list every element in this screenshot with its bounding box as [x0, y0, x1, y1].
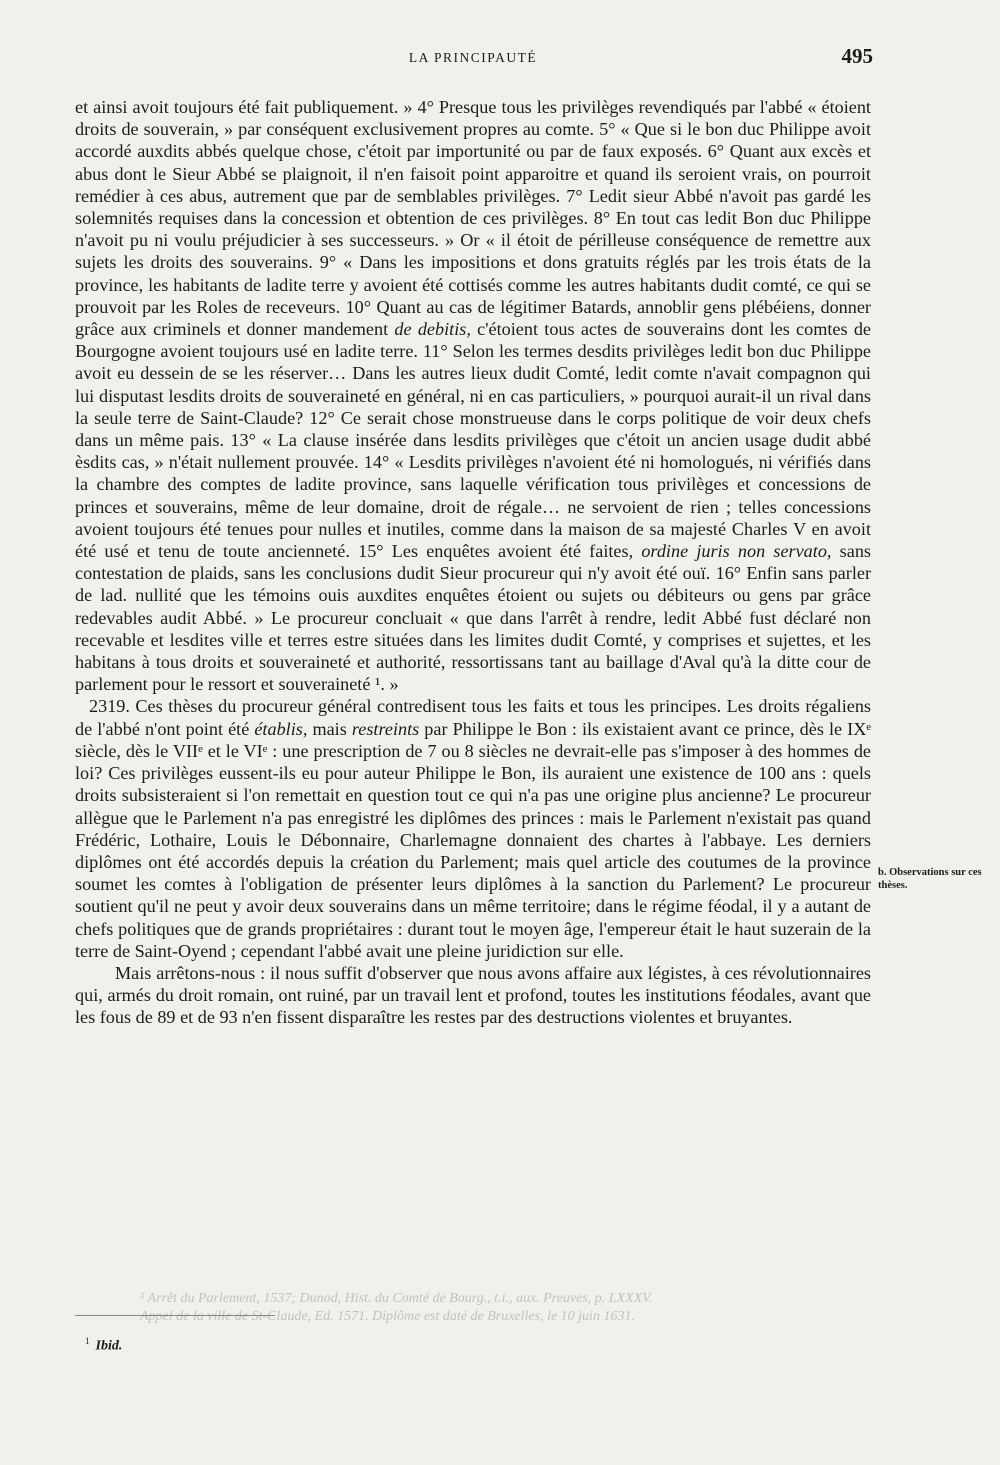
italic-phrase: ordine juris non servato,	[641, 541, 832, 562]
page-number: 495	[841, 44, 873, 68]
paragraph	[75, 96, 871, 695]
text-run: par Philippe le Bon : ils existaient avant ce prince, dès le IXᵉ siècle, dès le VIIᵉ et le VIᵉ : une prescription de 7 ou 8 siècles ne devrait-elle pas s'imposer à des hommes de loi? Ces privilèges eussent-ils eu pour auteur Philippe le Bon, ils auraient une existence de 100 ans : quels droits subsisteraient si l'on remettait en question tout ce qui n'a pas une origine plus ancienne? Le procureur allègue que le Parlement n'a pas enregistré les diplômes des princes : mais le Parlement n'existait pas quand Frédéric, Lothaire, Louis le Débonnaire, Charlemagne donnaient des chartes à l'abbaye. Les derniers diplômes ont été accordés depuis la création du Parlement; mais quel article des coutumes de la province soumet les comtes à l'obligation de présenter leurs diplômes à la sanction du Parlement? Le procureur soutient qu'il ne peut y avoir deux souverains dans un même territoire; dans le régime féodal, il y a autant de chefs politiques que de grands propriétaires : durant tout le moyen âge, l'empereur était le haut suzerain de la terre de Saint-Oyend ; cependant l'abbé avait une pleine juridiction sur elle.	[75, 718, 871, 961]
italic-phrase: établis,	[254, 718, 308, 739]
text-run: 2319. Ces thèses du procureur général contredisent tous les faits et tous les principes. Les droits régaliens de l'abbé n'ont point été	[75, 696, 871, 739]
margin-note: b. Observations sur ces thèses.	[878, 867, 982, 891]
bleed-line: ¹ Arrêt du Parlement, 1537; Dunod, Hist. du Comté de Bourg., t.i., aux. Preuves, p. LXXXV.	[140, 1291, 653, 1306]
footnote-marker: 1	[85, 1336, 90, 1346]
italic-phrase: restreints	[351, 718, 420, 739]
paragraph	[75, 695, 871, 961]
text-run: sans contestation de plaids, sans les conclusions dudit Sieur procureur qui n'y avoit été ouï. 16° Enfin sans parler de lad. nullité que les témoins ouis auxdites enquêtes étoient ou sujets ou débiteurs ou gens par grâce redevables audit Abbé. » Le procureur concluait « que dans l'arrêt à rendre, ledit Abbé fust déclaré non recevable et lesdites ville et terres estre situées dans les limites dudit Comté, y comprises et sujettes, et les habitans à tous droits et souveraineté et authorité, ressortissans tant au baillage d'Aval qu'à la ditte cour de parlement pour le ressort et souveraineté ¹. »	[75, 541, 871, 695]
text-run: c'étoient tous actes de souverains dont les comtes de Bourgogne avoient toujours usé en ladite terre. 11° Selon les termes desdits privilèges ledit bon duc Philippe avoit eu dessein de se les réserver… Dans les autres lieux dudit Comté, ledit comte n'avait compagnon qui lui disputast lesdits droits de souveraineté en général, ni en cas particuliers, » pourquoi aurait-il un rival dans la seule terre de Saint-Claude? 12° Ce serait chose monstrueuse dans le corps politique de voir deux chefs dans un même pais. 13° « La clause insérée dans lesdits privilèges que c'étoit un ancien usage dudit abbé èsdits cas, » n'était nullement prouvée. 14° « Lesdits privilèges n'avoient été ni homologués, ni vérifiés dans la chambre des comptes de ladite province, sans laquelle vérification tous privilèges et concessions de princes et souverains, même de leur domaine, droit de régale… ne servoient de rien ; telles concessions avoient toujours été tenues pour nulles et inutiles, comme dans la maison de sa majesté Charles V en avoit été usé et tenu de toute ancienneté. 15° Les enquêtes avoient été faites,	[75, 319, 871, 562]
footnote	[85, 1336, 122, 1355]
bleed-through-text	[140, 1290, 870, 1326]
text-run: et ainsi avoit toujours été fait publiquement. » 4° Presque tous les privilèges revendiqués par l'abbé « étoient droits de souverain, » par conséquent exclusivement propres au comte. 5° « Que si le bon duc Philippe avoit accordé auxdits abbés quelque chose, c'étoit par importunité ou par de faux exposés. 6° Quant aux excès et abus dont le Sieur Abbé se plaignoit, il n'en faisoit point apparoitre et quand ils seroient vrais, on pourroit remédier à ces abus, autrement que par de semblables privilèges. 7° Ledit sieur Abbé n'avoit pas gardé les solemnités requises dans la concession et obtention de ces privilèges. 8° En tout cas ledit Bon duc Philippe n'avoit pu ni voulu préjudicier à ses successeurs. » Or « il étoit de périlleuse conséquence de remettre aux sujets les droits des souverains. 9° « Dans les impositions et dons gratuits réglés par les trois états de la province, les habitants de ladite terre y avoient été cottisés comme les autres habitants dudit comté, ce qui se prouvoit par les Roles de receveurs. 10° Quant au cas de légitimer Batards, annoblir gens plébéiens, donner grâce aux criminels et donner mandement	[75, 97, 871, 340]
footnote-divider	[75, 1315, 275, 1316]
bleed-line: Appel de la ville de St-Claude, Ed. 1571. Diplôme est daté de Bruxelles, le 10 juin 1631.	[140, 1309, 635, 1324]
text-run: Mais arrêtons-nous : il nous suffit d'observer que nous avons affaire aux légistes, à ces révolutionnaires qui, armés du droit romain, ont ruiné, par un travail lent et profond, toutes les institutions féodales, avant que les fous de 89 et de 93 n'en fissent disparaître les restes par des destructions violentes et bruyantes.	[75, 962, 871, 1028]
footnote-text: Ibid.	[95, 1338, 123, 1354]
main-text	[75, 96, 871, 1029]
italic-phrase: de debitis,	[394, 319, 471, 340]
paragraph	[75, 962, 871, 1029]
running-title: LA PRINCIPAUTÉ	[408, 50, 538, 65]
text-run: mais	[307, 718, 352, 739]
